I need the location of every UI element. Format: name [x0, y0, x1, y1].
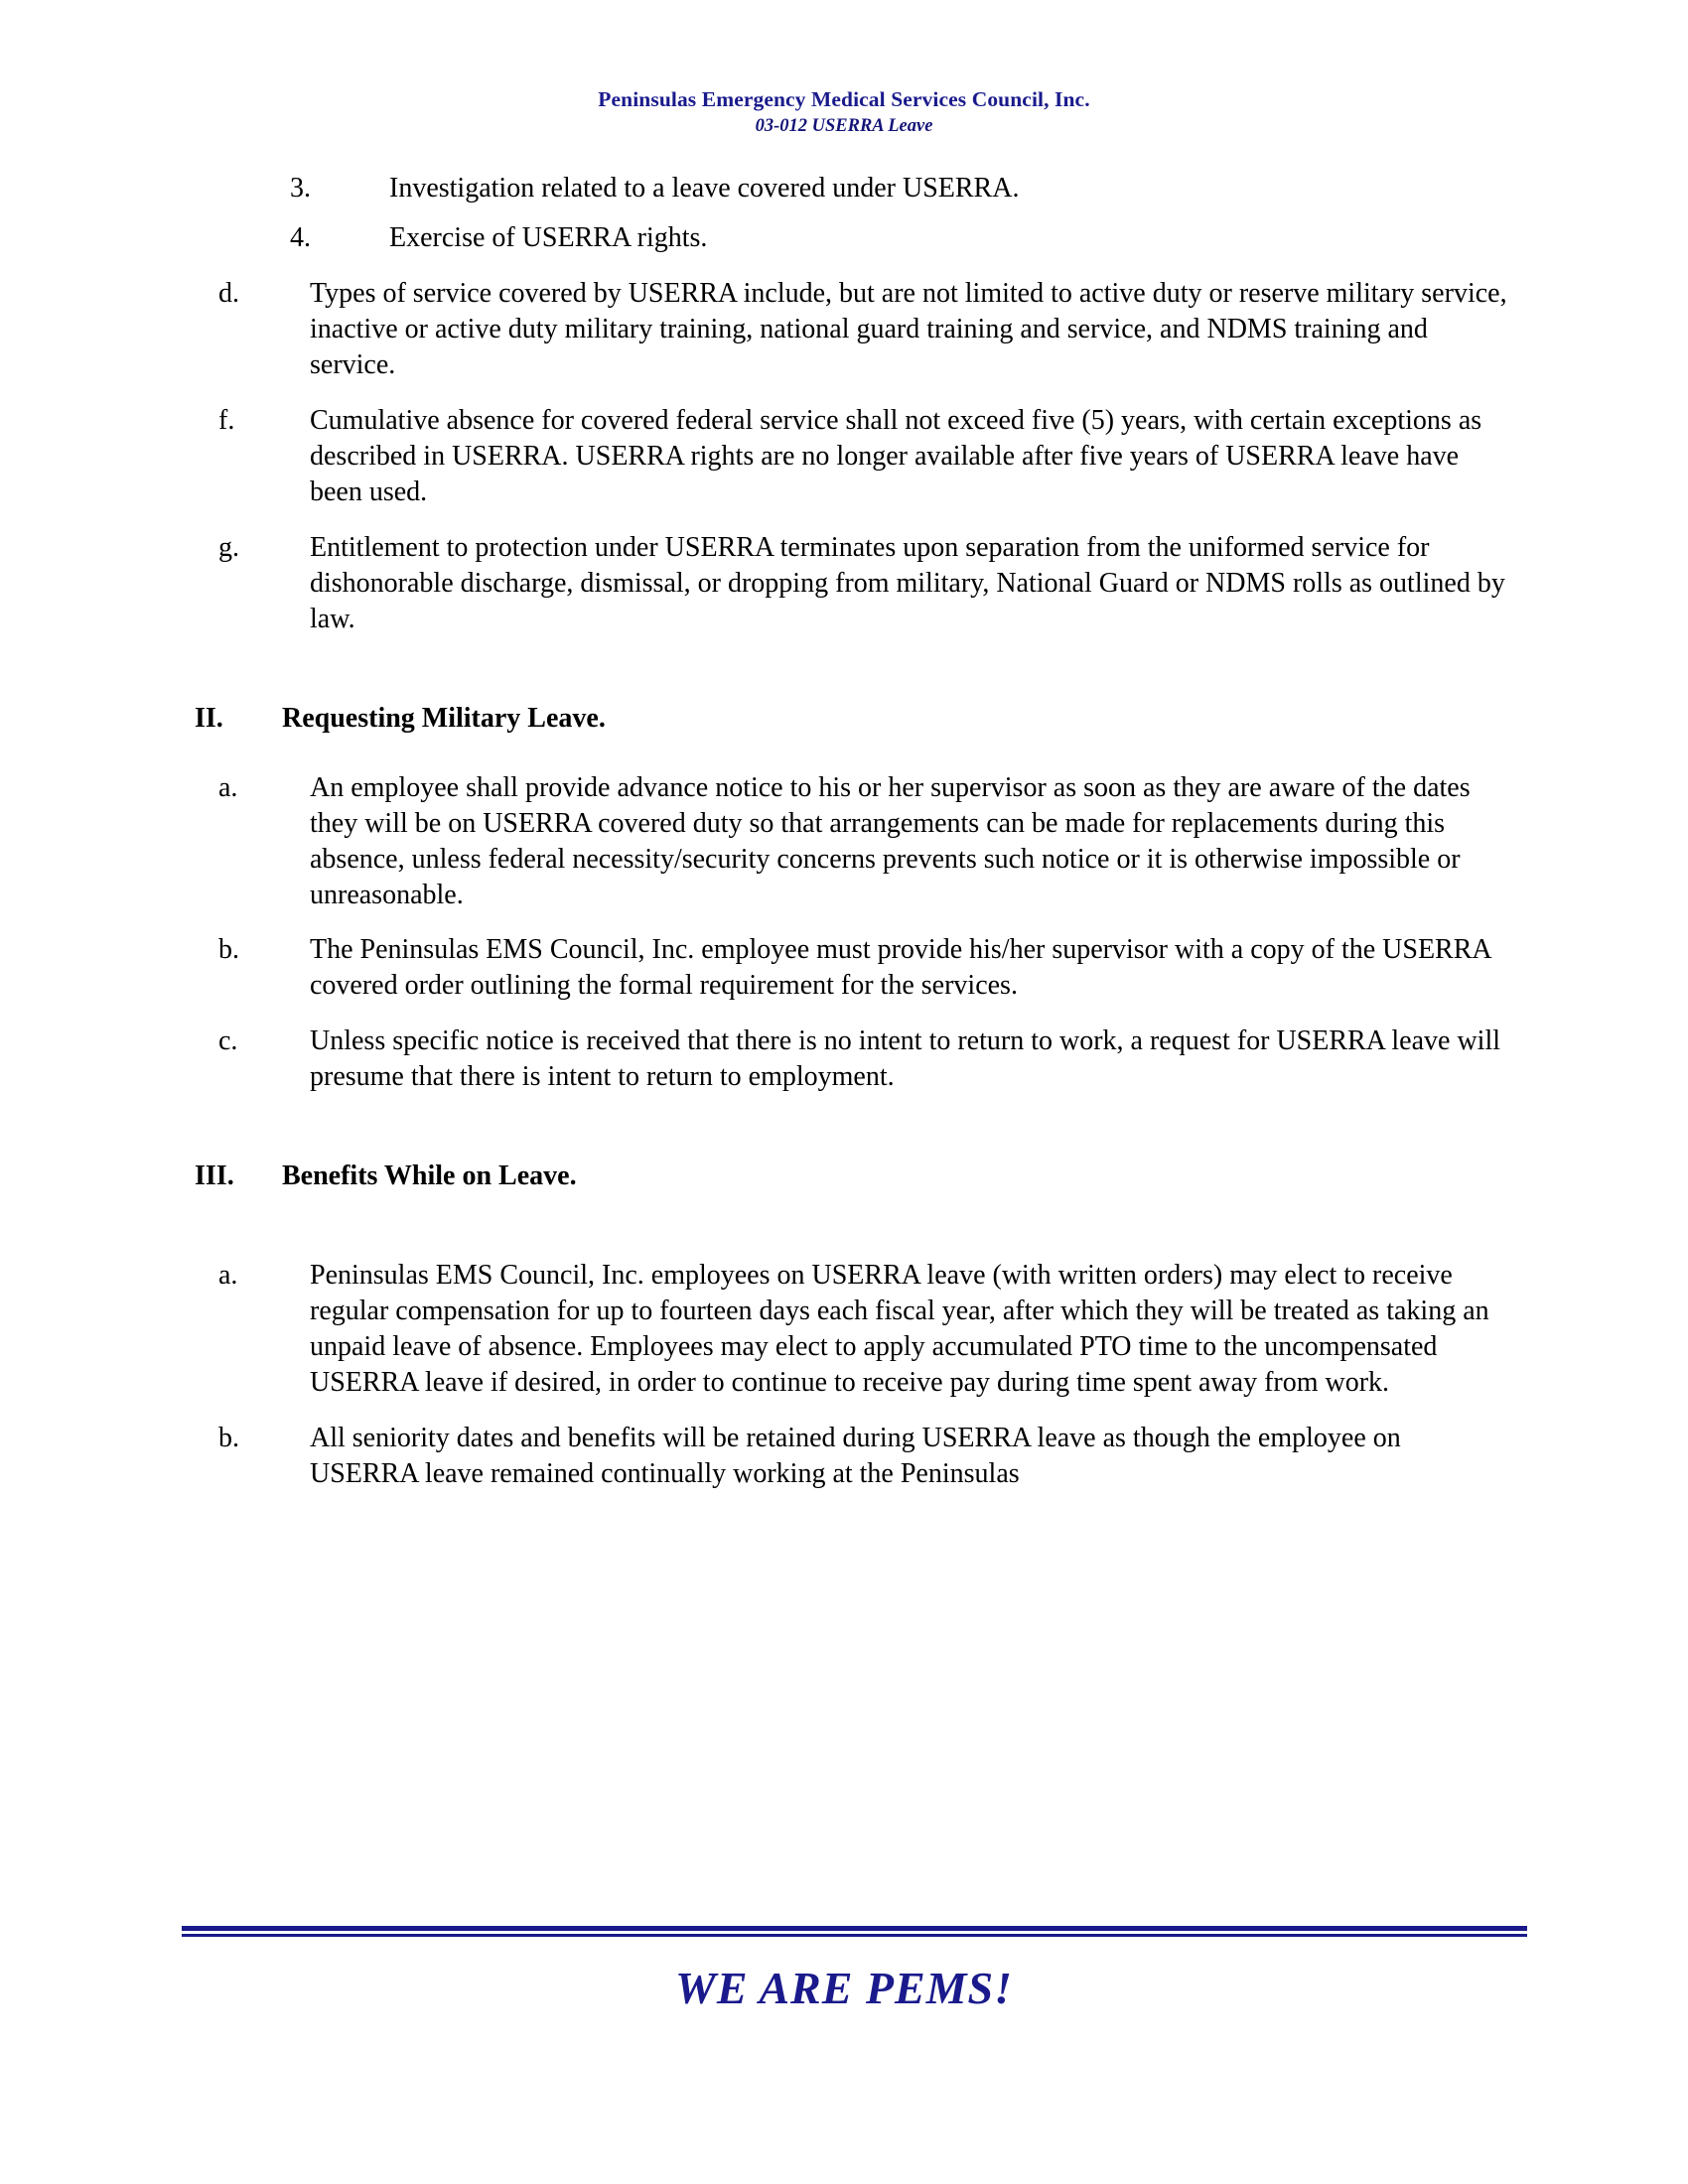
list-item [195, 403, 1507, 510]
spacer [195, 1228, 1507, 1258]
list-item-text: The Peninsulas EMS Council, Inc. employee must provide his/her supervisor with a copy of the USERRA covered order outlining the formal requirement for the services. [310, 934, 1491, 1002]
list-item-marker: b. [218, 1423, 239, 1454]
organization-title: Peninsulas Emergency Medical Services Council, Inc. [598, 87, 1090, 111]
footer-tagline: WE ARE PEMS! [674, 1963, 1014, 2013]
section-numeral: II. [195, 702, 223, 734]
document-subtitle: 03-012 USERRA Leave [755, 115, 933, 136]
list-item [195, 1258, 1507, 1401]
list-item-text: Peninsulas EMS Council, Inc. employees on USERRA leave (with written orders) may elect to receive regular compensation for up to fourteen days each fiscal year, after which they will be treated as taking an unpaid leave of absence. Employees may elect to apply accumulated PTO time to the uncompensated USERRA leave if desired, in order to continue to receive pay during time spent away from work. [310, 1260, 1489, 1399]
list-item-text: Unless specific notice is received that there is no intent to return to work, a request for USERRA leave will presume that there is intent to return to employment. [310, 1025, 1501, 1093]
section-heading-three [195, 1159, 1507, 1194]
list-item-text: Types of service covered by USERRA include, but are not limited to active duty or reserve military service, inactive or active duty military training, national guard training and service, and NDMS training and service. [310, 277, 1507, 380]
list-item [195, 276, 1507, 383]
document-footer [0, 1926, 1688, 2184]
section-title: Requesting Military Leave. [282, 702, 606, 734]
document-header [0, 0, 1688, 137]
list-item-marker: b. [218, 934, 239, 966]
list-item-marker: a. [218, 1260, 238, 1292]
list-item-marker: d. [218, 277, 239, 309]
list-item-marker: 4. [290, 221, 311, 253]
list-item-text: Investigation related to a leave covered under USERRA. [389, 172, 1020, 204]
list-item-marker: g. [218, 531, 239, 563]
list-item [195, 932, 1507, 1004]
list-item [195, 220, 1507, 256]
footer-divider [182, 1926, 1527, 1937]
section-numeral: III. [195, 1160, 234, 1192]
footer-rule-thin [182, 1934, 1527, 1937]
list-item [195, 1421, 1507, 1492]
list-item-text: Exercise of USERRA rights. [389, 221, 708, 253]
list-item-text: All seniority dates and benefits will be retained during USERRA leave as though the employee on USERRA leave remained continually working at the Peninsulas [310, 1423, 1401, 1490]
list-item-marker: f. [218, 404, 235, 436]
document-body [0, 171, 1688, 1492]
list-item-marker: a. [218, 771, 238, 803]
list-item-text: An employee shall provide advance notice to his or her supervisor as soon as they are aware of the dates they will be on USERRA covered duty so that arrangements can be made for replacements during this absence, unless federal necessity/security concerns prevents such notice or it is otherwise impossible or unreasonable. [310, 771, 1471, 910]
section-heading-two [195, 701, 1507, 737]
list-item [195, 530, 1507, 637]
list-item-text: Entitlement to protection under USERRA terminates upon separation from the uniformed service for dishonorable discharge, dismissal, or dropping from military, National Guard or NDMS rolls as outlined by law. [310, 531, 1505, 634]
list-item [195, 171, 1507, 206]
list-item [195, 770, 1507, 913]
list-item [195, 1024, 1507, 1095]
list-item-marker: c. [218, 1025, 238, 1057]
list-item-marker: 3. [290, 172, 311, 204]
section-title: Benefits While on Leave. [282, 1160, 577, 1192]
list-item-text: Cumulative absence for covered federal service shall not exceed five (5) years, with certain exceptions as described in USERRA. USERRA rights are no longer available after five years of USERRA leave have been used. [310, 404, 1482, 507]
